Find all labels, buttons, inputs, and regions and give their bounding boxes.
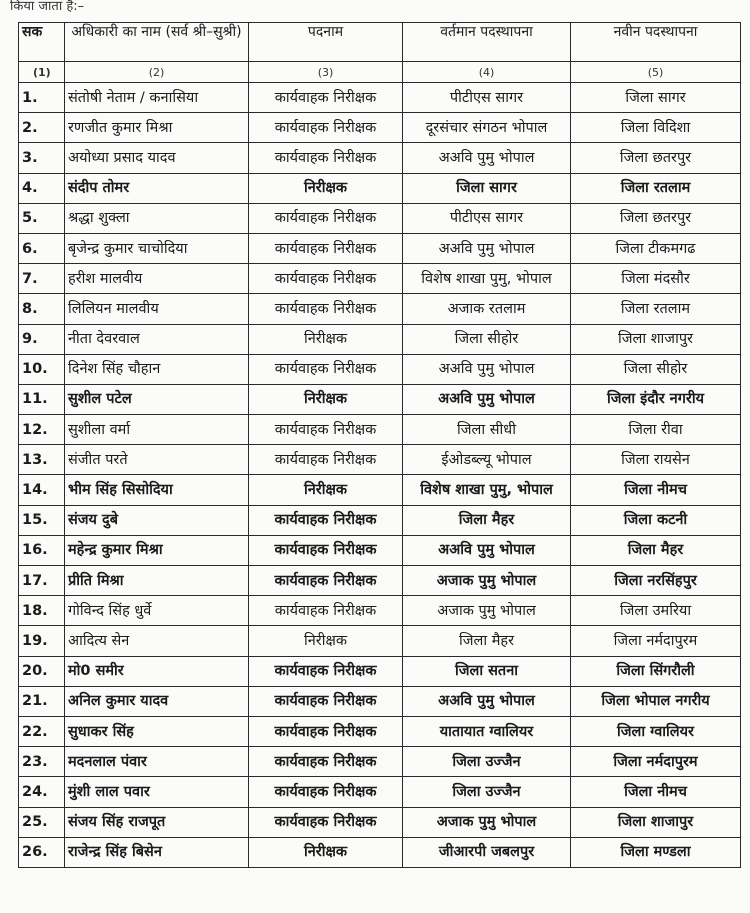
- current-posting-cell: अजाक पुमु भोपाल: [403, 566, 571, 596]
- current-posting-cell: जिला सीहोर: [403, 324, 571, 354]
- designation-cell: कार्यवाहक निरीक्षक: [249, 656, 403, 686]
- designation-cell: कार्यवाहक निरीक्षक: [249, 415, 403, 445]
- serial-number-cell: 19.: [19, 626, 65, 656]
- serial-number-cell: 15.: [19, 505, 65, 535]
- current-posting-cell: जिला सतना: [403, 656, 571, 686]
- officer-name-cell: आदित्य सेन: [65, 626, 249, 656]
- new-posting-cell: जिला शाजापुर: [571, 807, 741, 837]
- designation-cell: निरीक्षक: [249, 384, 403, 414]
- current-posting-cell: पीटीएस सागर: [403, 83, 571, 113]
- officer-name-cell: प्रीति मिश्रा: [65, 566, 249, 596]
- officer-name-cell: दिनेश सिंह चौहान: [65, 354, 249, 384]
- table-header: [19, 23, 741, 83]
- new-posting-cell: जिला मैहर: [571, 535, 741, 565]
- table-row: [19, 203, 741, 233]
- officer-name-cell: सुधाकर सिंह: [65, 716, 249, 746]
- table-row: [19, 596, 741, 626]
- current-posting-cell: जिला सागर: [403, 173, 571, 203]
- table-body: [19, 83, 741, 868]
- current-posting-cell: अअवि पुमु भोपाल: [403, 143, 571, 173]
- serial-number-cell: 12.: [19, 415, 65, 445]
- designation-cell: कार्यवाहक निरीक्षक: [249, 294, 403, 324]
- new-posting-cell: जिला ग्वालियर: [571, 716, 741, 746]
- designation-cell: कार्यवाहक निरीक्षक: [249, 807, 403, 837]
- new-posting-cell: जिला मण्डला: [571, 837, 741, 867]
- new-posting-cell: जिला छतरपुर: [571, 143, 741, 173]
- header-row: [19, 23, 741, 62]
- current-posting-cell: जीआरपी जबलपुर: [403, 837, 571, 867]
- officer-name-cell: सुशीला वर्मा: [65, 415, 249, 445]
- serial-number-cell: 11.: [19, 384, 65, 414]
- new-posting-cell: जिला रतलाम: [571, 173, 741, 203]
- table-row: [19, 716, 741, 746]
- officer-name-cell: मो0 समीर: [65, 656, 249, 686]
- header-serial-number: सक: [19, 23, 65, 62]
- table-row: [19, 505, 741, 535]
- current-posting-cell: विशेष शाखा पुमु, भोपाल: [403, 264, 571, 294]
- designation-cell: कार्यवाहक निरीक्षक: [249, 203, 403, 233]
- officer-name-cell: संतोषी नेताम / कनासिया: [65, 83, 249, 113]
- current-posting-cell: अअवि पुमु भोपाल: [403, 354, 571, 384]
- table-row: [19, 777, 741, 807]
- new-posting-cell: जिला मंदसौर: [571, 264, 741, 294]
- transfer-table: [18, 22, 741, 868]
- table-row: [19, 837, 741, 867]
- current-posting-cell: अअवि पुमु भोपाल: [403, 233, 571, 263]
- serial-number-cell: 18.: [19, 596, 65, 626]
- table-row: [19, 807, 741, 837]
- header-designation: पदनाम: [249, 23, 403, 62]
- officer-name-cell: अयोध्या प्रसाद यादव: [65, 143, 249, 173]
- officer-name-cell: संदीप तोमर: [65, 173, 249, 203]
- new-posting-cell: जिला कटनी: [571, 505, 741, 535]
- designation-cell: कार्यवाहक निरीक्षक: [249, 354, 403, 384]
- table-row: [19, 566, 741, 596]
- table-row: [19, 535, 741, 565]
- officer-name-cell: महेन्द्र कुमार मिश्रा: [65, 535, 249, 565]
- serial-number-cell: 25.: [19, 807, 65, 837]
- officer-name-cell: मदनलाल पंवार: [65, 747, 249, 777]
- new-posting-cell: जिला नर्मदापुरम: [571, 747, 741, 777]
- serial-number-cell: 3.: [19, 143, 65, 173]
- designation-cell: निरीक्षक: [249, 837, 403, 867]
- new-posting-cell: जिला नरसिंहपुर: [571, 566, 741, 596]
- officer-name-cell: बृजेन्द्र कुमार चाचोदिया: [65, 233, 249, 263]
- current-posting-cell: अजाक पुमु भोपाल: [403, 596, 571, 626]
- designation-cell: कार्यवाहक निरीक्षक: [249, 233, 403, 263]
- serial-number-cell: 26.: [19, 837, 65, 867]
- designation-cell: निरीक्षक: [249, 324, 403, 354]
- current-posting-cell: जिला सीधी: [403, 415, 571, 445]
- officer-name-cell: संजीत परते: [65, 445, 249, 475]
- table-row: [19, 475, 741, 505]
- new-posting-cell: जिला टीकमगढ: [571, 233, 741, 263]
- current-posting-cell: ईओडब्ल्यू भोपाल: [403, 445, 571, 475]
- serial-number-cell: 17.: [19, 566, 65, 596]
- column-number: (1): [19, 62, 65, 83]
- new-posting-cell: जिला छतरपुर: [571, 203, 741, 233]
- table-row: [19, 686, 741, 716]
- current-posting-cell: जिला मैहर: [403, 626, 571, 656]
- header-new-posting: नवीन पदस्थापना: [571, 23, 741, 62]
- serial-number-cell: 14.: [19, 475, 65, 505]
- current-posting-cell: जिला मैहर: [403, 505, 571, 535]
- serial-number-cell: 21.: [19, 686, 65, 716]
- serial-number-cell: 24.: [19, 777, 65, 807]
- new-posting-cell: जिला शाजापुर: [571, 324, 741, 354]
- header-officer-name: अधिकारी का नाम (सर्व श्री–सुश्री): [65, 23, 249, 62]
- table-row: [19, 354, 741, 384]
- current-posting-cell: जिला उज्जैन: [403, 747, 571, 777]
- table-row: [19, 656, 741, 686]
- serial-number-cell: 2.: [19, 113, 65, 143]
- designation-cell: कार्यवाहक निरीक्षक: [249, 505, 403, 535]
- officer-name-cell: गोविन्द सिंह धुर्वे: [65, 596, 249, 626]
- new-posting-cell: जिला रतलाम: [571, 294, 741, 324]
- designation-cell: कार्यवाहक निरीक्षक: [249, 566, 403, 596]
- new-posting-cell: जिला सागर: [571, 83, 741, 113]
- column-number: (2): [65, 62, 249, 83]
- table-row: [19, 264, 741, 294]
- new-posting-cell: जिला रायसेन: [571, 445, 741, 475]
- column-number: (4): [403, 62, 571, 83]
- serial-number-cell: 6.: [19, 233, 65, 263]
- officer-name-cell: श्रद्धा शुक्ला: [65, 203, 249, 233]
- officer-name-cell: नीता देवरवाल: [65, 324, 249, 354]
- column-number-row: [19, 62, 741, 83]
- serial-number-cell: 20.: [19, 656, 65, 686]
- serial-number-cell: 22.: [19, 716, 65, 746]
- new-posting-cell: जिला नीमच: [571, 777, 741, 807]
- designation-cell: कार्यवाहक निरीक्षक: [249, 113, 403, 143]
- serial-number-cell: 7.: [19, 264, 65, 294]
- table-row: [19, 415, 741, 445]
- designation-cell: निरीक्षक: [249, 626, 403, 656]
- serial-number-cell: 4.: [19, 173, 65, 203]
- cropped-heading-fragment: किया जाता है:–: [10, 0, 85, 14]
- table-row: [19, 384, 741, 414]
- officer-name-cell: राजेन्द्र सिंह बिसेन: [65, 837, 249, 867]
- serial-number-cell: 1.: [19, 83, 65, 113]
- officer-name-cell: हरीश मालवीय: [65, 264, 249, 294]
- officer-name-cell: अनिल कुमार यादव: [65, 686, 249, 716]
- table-row: [19, 747, 741, 777]
- current-posting-cell: विशेष शाखा पुमु, भोपाल: [403, 475, 571, 505]
- table-row: [19, 233, 741, 263]
- new-posting-cell: जिला सिंगरौली: [571, 656, 741, 686]
- table-row: [19, 173, 741, 203]
- new-posting-cell: जिला उमरिया: [571, 596, 741, 626]
- designation-cell: कार्यवाहक निरीक्षक: [249, 83, 403, 113]
- designation-cell: कार्यवाहक निरीक्षक: [249, 777, 403, 807]
- designation-cell: कार्यवाहक निरीक्षक: [249, 143, 403, 173]
- new-posting-cell: जिला नर्मदापुरम: [571, 626, 741, 656]
- officer-name-cell: लिलियन मालवीय: [65, 294, 249, 324]
- header-current-posting: वर्तमान पदस्थापना: [403, 23, 571, 62]
- officer-name-cell: सुशील पटेल: [65, 384, 249, 414]
- table-row: [19, 626, 741, 656]
- designation-cell: कार्यवाहक निरीक्षक: [249, 264, 403, 294]
- table-row: [19, 143, 741, 173]
- officer-name-cell: भीम सिंह सिसोदिया: [65, 475, 249, 505]
- designation-cell: कार्यवाहक निरीक्षक: [249, 445, 403, 475]
- designation-cell: कार्यवाहक निरीक्षक: [249, 686, 403, 716]
- new-posting-cell: जिला सीहोर: [571, 354, 741, 384]
- officer-name-cell: रणजीत कुमार मिश्रा: [65, 113, 249, 143]
- officer-name-cell: संजय दुबे: [65, 505, 249, 535]
- designation-cell: कार्यवाहक निरीक्षक: [249, 596, 403, 626]
- officer-name-cell: संजय सिंह राजपूत: [65, 807, 249, 837]
- designation-cell: कार्यवाहक निरीक्षक: [249, 535, 403, 565]
- new-posting-cell: जिला रीवा: [571, 415, 741, 445]
- table-row: [19, 83, 741, 113]
- table-row: [19, 324, 741, 354]
- column-number: (5): [571, 62, 741, 83]
- current-posting-cell: जिला उज्जैन: [403, 777, 571, 807]
- current-posting-cell: अअवि पुमु भोपाल: [403, 535, 571, 565]
- serial-number-cell: 13.: [19, 445, 65, 475]
- current-posting-cell: दूरसंचार संगठन भोपाल: [403, 113, 571, 143]
- serial-number-cell: 5.: [19, 203, 65, 233]
- officer-name-cell: मुंशी लाल पवार: [65, 777, 249, 807]
- designation-cell: कार्यवाहक निरीक्षक: [249, 716, 403, 746]
- serial-number-cell: 8.: [19, 294, 65, 324]
- new-posting-cell: जिला भोपाल नगरीय: [571, 686, 741, 716]
- new-posting-cell: जिला इंदौर नगरीय: [571, 384, 741, 414]
- designation-cell: निरीक्षक: [249, 475, 403, 505]
- serial-number-cell: 16.: [19, 535, 65, 565]
- column-number: (3): [249, 62, 403, 83]
- serial-number-cell: 10.: [19, 354, 65, 384]
- current-posting-cell: पीटीएस सागर: [403, 203, 571, 233]
- current-posting-cell: अअवि पुमु भोपाल: [403, 384, 571, 414]
- serial-number-cell: 9.: [19, 324, 65, 354]
- table-row: [19, 113, 741, 143]
- current-posting-cell: अजाक रतलाम: [403, 294, 571, 324]
- designation-cell: कार्यवाहक निरीक्षक: [249, 747, 403, 777]
- serial-number-cell: 23.: [19, 747, 65, 777]
- current-posting-cell: अअवि पुमु भोपाल: [403, 686, 571, 716]
- table-row: [19, 294, 741, 324]
- new-posting-cell: जिला विदिशा: [571, 113, 741, 143]
- new-posting-cell: जिला नीमच: [571, 475, 741, 505]
- table-row: [19, 445, 741, 475]
- designation-cell: निरीक्षक: [249, 173, 403, 203]
- current-posting-cell: अजाक पुमु भोपाल: [403, 807, 571, 837]
- current-posting-cell: यातायात ग्वालियर: [403, 716, 571, 746]
